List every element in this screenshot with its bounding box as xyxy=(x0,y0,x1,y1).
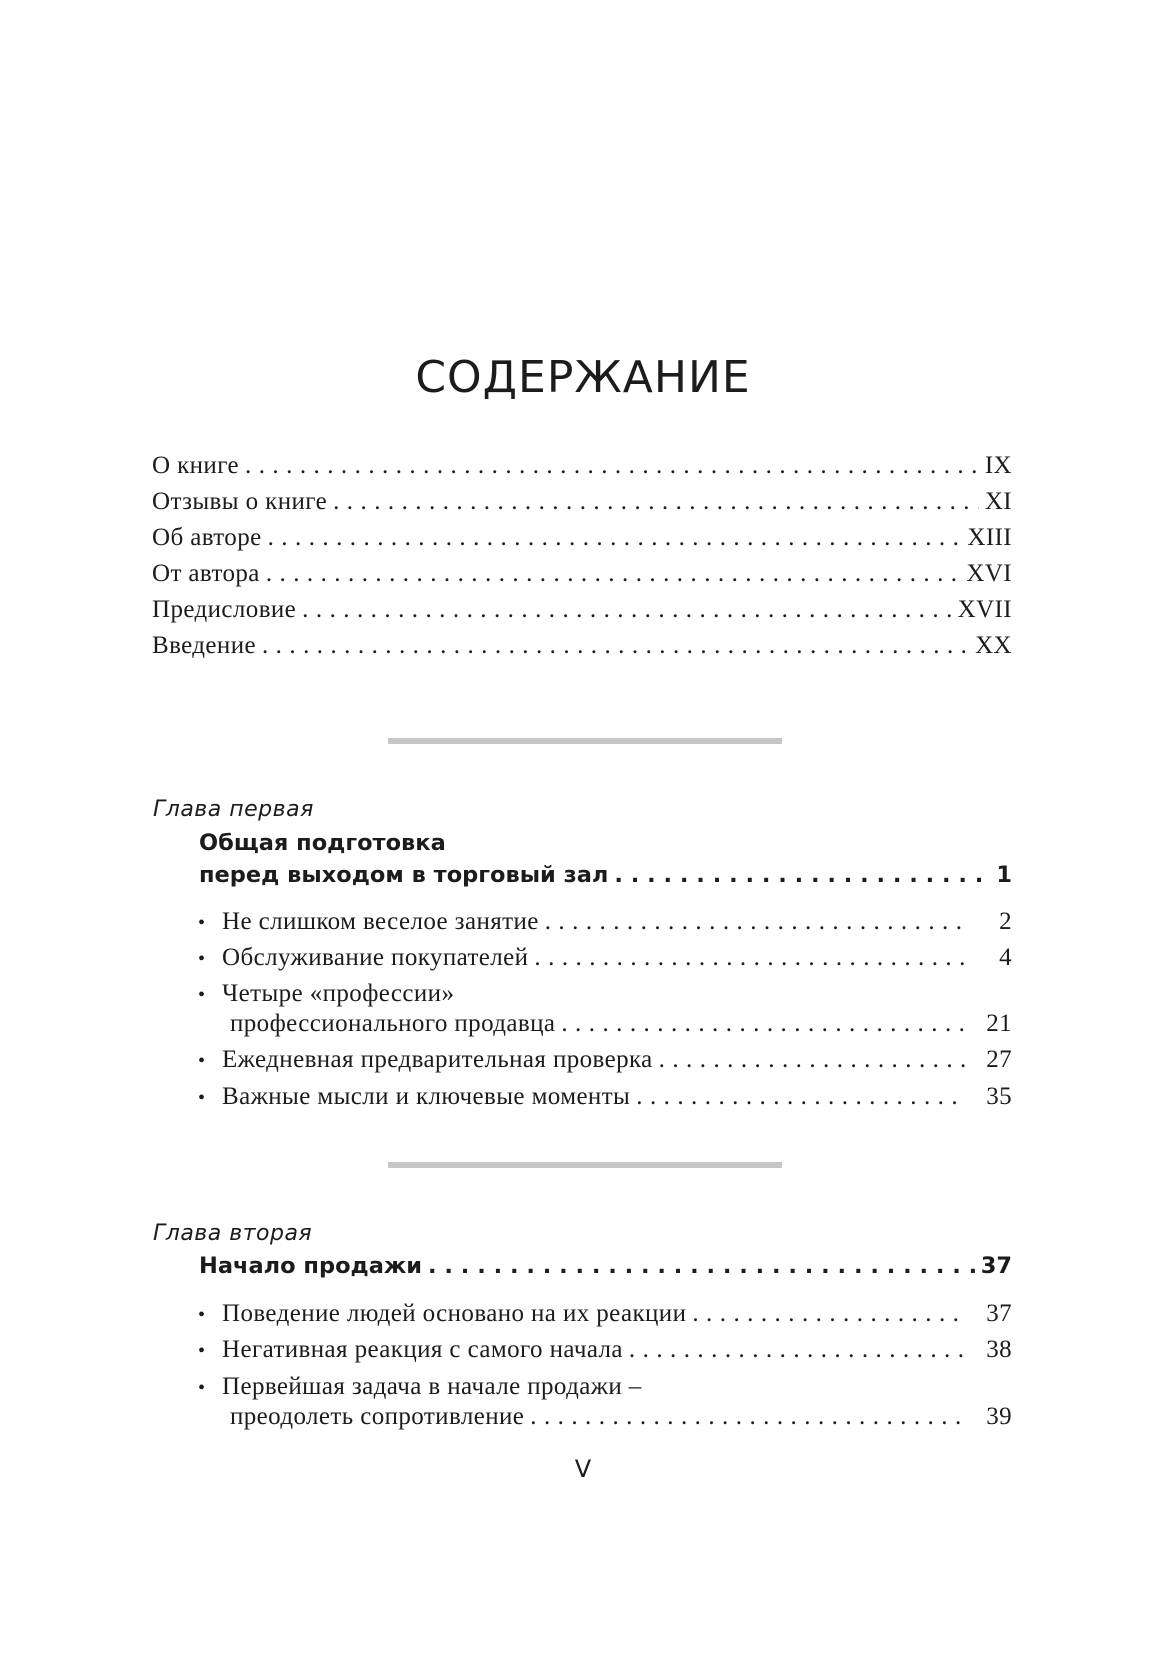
dot-leader xyxy=(245,452,979,480)
bullet-icon: • xyxy=(198,984,206,1006)
toc-subentry-page: 27 xyxy=(986,1046,1012,1073)
toc-entry-label: Отзывы о книге xyxy=(152,488,328,515)
dot-leader xyxy=(302,596,951,624)
toc-entry-page: XIII xyxy=(967,524,1012,551)
dot-leader xyxy=(561,1010,966,1038)
dot-leader xyxy=(636,1083,966,1111)
toc-subentry-first-line[interactable] xyxy=(198,1373,642,1401)
toc-entry[interactable] xyxy=(152,632,1012,660)
toc-subentry[interactable] xyxy=(198,1300,1012,1328)
toc-entry-page: XX xyxy=(975,632,1012,659)
dot-leader xyxy=(428,1253,975,1279)
toc-entry-page: XI xyxy=(984,488,1012,515)
toc-subentry[interactable] xyxy=(198,908,1012,936)
toc-subentry-label: Негативная реакция с самого начала xyxy=(222,1336,623,1363)
toc-entry[interactable] xyxy=(152,524,1012,552)
toc-subentry-page: 37 xyxy=(986,1300,1012,1327)
toc-subentry-label: Обслуживание покупателей xyxy=(222,944,529,971)
toc-subentry[interactable] xyxy=(198,1046,1012,1074)
toc-subentry-label: Ежедневная предварительная проверка xyxy=(222,1046,653,1073)
dot-leader xyxy=(333,488,979,516)
toc-subentry-label: Первейшая задача в начале продажи – xyxy=(222,1373,642,1400)
bullet-icon: • xyxy=(198,1377,206,1399)
toc-subentry-label: Не слишком веселое занятие xyxy=(222,908,539,935)
bullet-icon: • xyxy=(198,948,206,970)
toc-subentry-page: 38 xyxy=(986,1336,1012,1363)
dot-leader xyxy=(629,1336,966,1364)
dot-leader xyxy=(268,524,962,552)
page-number: V xyxy=(574,1455,592,1483)
toc-entry-page: XVI xyxy=(966,560,1012,587)
bullet-icon: • xyxy=(198,912,206,934)
toc-subentry-page: 35 xyxy=(986,1083,1012,1110)
toc-entry[interactable] xyxy=(152,488,1012,516)
dot-leader xyxy=(534,944,966,972)
chapter-title-label: Начало продажи xyxy=(199,1253,423,1279)
toc-subentry-page: 39 xyxy=(986,1403,1012,1430)
section-divider xyxy=(388,1162,782,1168)
toc-entry-page: IX xyxy=(984,452,1012,479)
toc-subentry-page: 21 xyxy=(986,1010,1012,1037)
toc-entry-label: О книге xyxy=(152,452,240,479)
toc-entry[interactable] xyxy=(152,560,1012,588)
toc-subentry-label: преодолеть сопротивление xyxy=(230,1403,525,1430)
dot-leader xyxy=(614,862,990,888)
toc-subentry-first-line[interactable] xyxy=(198,980,454,1008)
toc-subentry[interactable] xyxy=(198,944,1012,972)
toc-subentry[interactable] xyxy=(230,1010,1012,1038)
chapter-title-line: Общая подготовка xyxy=(199,830,446,856)
toc-entry[interactable] xyxy=(152,452,1012,480)
toc-entry-label: Об авторе xyxy=(152,524,262,551)
toc-subentry-label: Важные мысли и ключевые моменты xyxy=(222,1083,631,1110)
chapter-title-entry[interactable] xyxy=(199,862,1012,888)
dot-leader xyxy=(692,1300,966,1328)
toc-entry-label: От автора xyxy=(152,560,260,587)
bullet-icon: • xyxy=(198,1087,206,1109)
chapter-label: Глава вторая xyxy=(153,1221,313,1246)
chapter-title-page: 37 xyxy=(980,1253,1012,1279)
toc-entry-label: Введение xyxy=(152,632,256,659)
toc-subentry[interactable] xyxy=(198,1336,1012,1364)
chapter-label: Глава первая xyxy=(153,797,314,822)
toc-subentry[interactable] xyxy=(198,1083,1012,1111)
dot-leader xyxy=(266,560,961,588)
dot-leader xyxy=(545,908,966,936)
section-divider xyxy=(388,738,782,744)
toc-entry-page: XVII xyxy=(957,596,1012,623)
toc-subentry-label: Четыре «профессии» xyxy=(222,980,455,1007)
chapter-title-label: перед выходом в торговый зал xyxy=(199,862,609,888)
bullet-icon: • xyxy=(198,1304,206,1326)
toc-subentry-label: Поведение людей основано на их реакции xyxy=(222,1300,687,1327)
chapter-title-page: 1 xyxy=(996,862,1012,888)
bullet-icon: • xyxy=(198,1340,206,1362)
dot-leader xyxy=(530,1403,966,1431)
dot-leader xyxy=(659,1046,966,1074)
toc-subentry-page: 2 xyxy=(999,908,1012,935)
page-title: СОДЕРЖАНИЕ xyxy=(415,352,751,403)
toc-entry[interactable] xyxy=(152,596,1012,624)
dot-leader xyxy=(262,632,969,660)
toc-subentry-label: профессионального продавца xyxy=(230,1010,556,1037)
bullet-icon: • xyxy=(198,1050,206,1072)
toc-entry-label: Предисловие xyxy=(152,596,297,623)
chapter-title-entry[interactable] xyxy=(199,1253,1012,1279)
toc-subentry-page: 4 xyxy=(999,944,1012,971)
toc-subentry[interactable] xyxy=(230,1403,1012,1431)
